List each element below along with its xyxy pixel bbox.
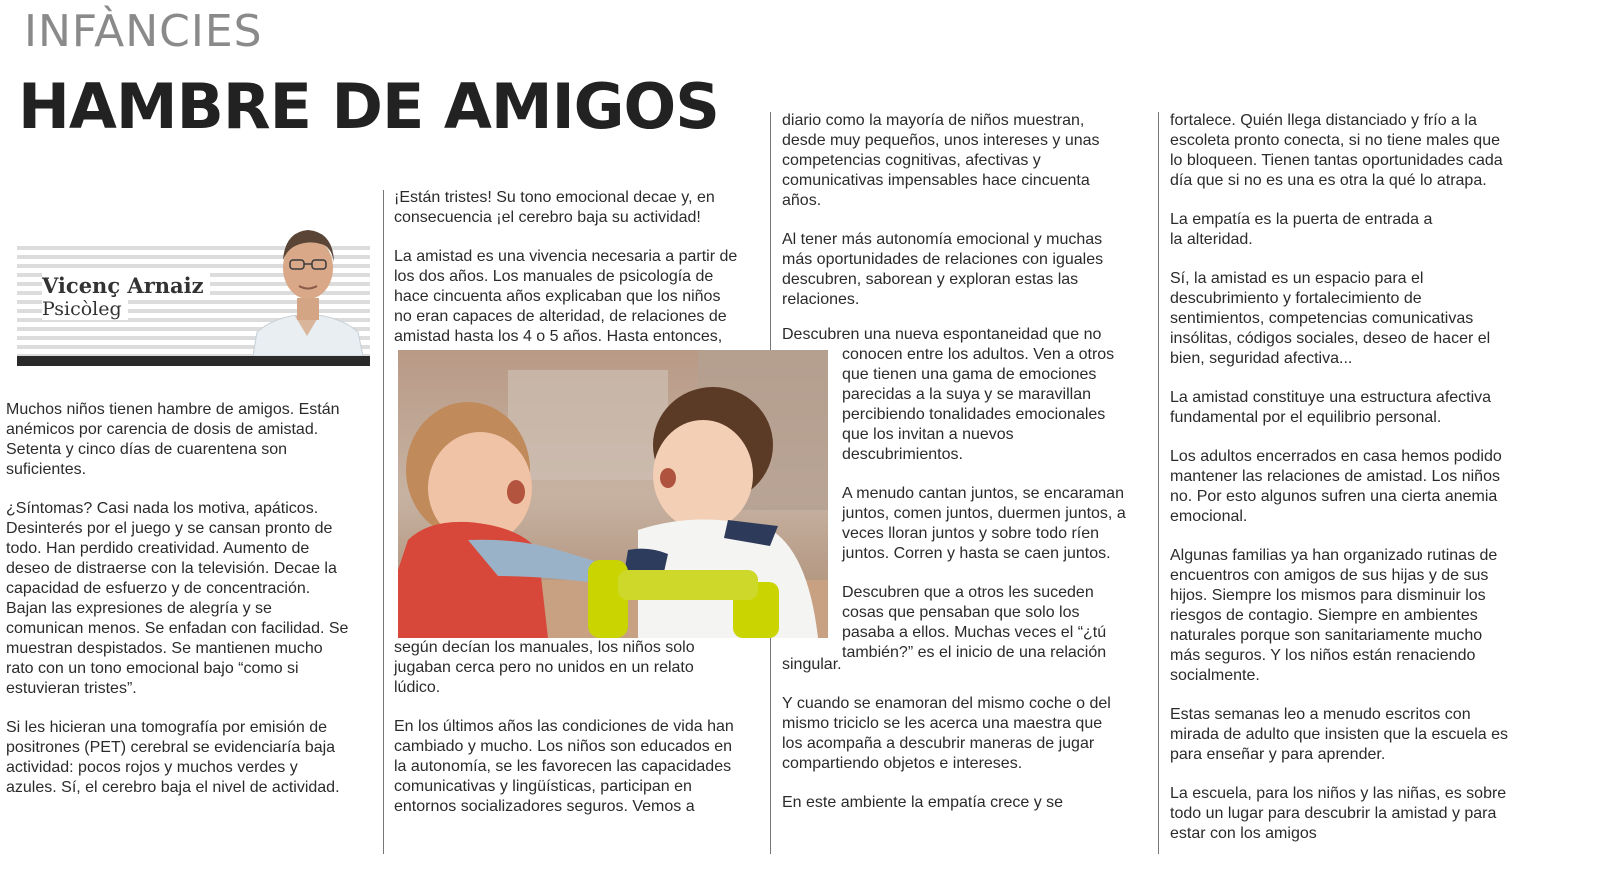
paragraph: Y cuando se enamoran del mismo coche o del mismo triciclo se les acerca una maestra que los acompaña a descubrir maneras de jugar compartiendo objetos e intereses. xyxy=(782,695,1111,772)
column-3-bottom xyxy=(782,655,1152,832)
paragraph: A menudo cantan juntos, se encaraman juntos, comen juntos, duermen juntos, a veces lloran juntos y sobre todo ríen juntos. Corren y hasta se caen juntos. xyxy=(842,485,1126,562)
column-2-bottom xyxy=(394,638,764,836)
paragraph: La amistad es una vivencia necesaria a partir de los dos años. Los manuales de psicología de hace cincuenta años explicaban que los niños no eran capaces de alteridad, de relaciones de amistad hasta los 4 o 5 años. Hasta entonces, xyxy=(394,248,738,345)
author-portrait xyxy=(245,220,370,356)
paragraph: Descubren que a otros les suceden cosas que pensaban que solo los pasaba a ellos. Muchas veces el “¿tú también?” es el inicio de una relación xyxy=(842,584,1107,661)
paragraph: singular. xyxy=(782,656,842,673)
paragraph: Los adultos encerrados en casa hemos podido mantener las relaciones de amistad. Los niños no. Por esto algunos sufren una cierta anemia emocional. xyxy=(1170,448,1502,525)
paragraph: Descubren una nueva espontaneidad que no xyxy=(782,326,1102,343)
author-bar xyxy=(17,356,370,366)
paragraph: La escuela, para los niños y las niñas, es sobre todo un lugar para descubrir la amistad y para estar con los amigos xyxy=(1170,785,1507,842)
column-rule xyxy=(383,190,384,854)
column-4 xyxy=(1170,111,1550,863)
column-rule xyxy=(1158,112,1159,854)
column-3-indented xyxy=(842,345,1152,663)
paragraph: según decían los manuales, los niños solo jugaban cerca pero no unidos en un relato lúdico. xyxy=(394,639,695,696)
paragraph: Algunas familias ya han organizado rutinas de encuentros con amigos de sus hijas y de sus hijos. Siempre los mismos para disminuir los riesgos de contagio. Siempre en ambientes naturales porque son sanitariamente mucho más seguros. Y los niños están renaciendo socialmente. xyxy=(1170,547,1498,684)
paragraph: La amistad constituye una estructura afectiva fundamental por el equilibrio personal. xyxy=(1170,389,1492,426)
author-name: Vicenç Arnaiz xyxy=(42,273,210,298)
paragraph: diario como la mayoría de niños muestran, desde muy pequeños, unos intereses y unas competencias cognitivas, afectivas y comunicativas impensables hace cincuenta años. xyxy=(782,112,1100,209)
children-photo xyxy=(398,350,828,638)
paragraph: En este ambiente la empatía crece y se xyxy=(782,794,1064,811)
paragraph: Muchos niños tienen hambre de amigos. Están anémicos por carencia de dosis de amistad. Setenta y cinco días de cuarentena son suficientes. xyxy=(6,401,340,478)
column-3-lead-line xyxy=(782,325,1152,345)
column-2-top xyxy=(394,188,764,366)
paragraph: La empatía es la puerta de entrada a la alteridad. xyxy=(1170,211,1433,248)
author-box xyxy=(17,220,370,366)
paragraph: fortalece. Quién llega distanciado y frío a la escoleta pronto conecta, si no tiene males que lo bloqueen. Tienen tantas oportunidades cada día que si no es una es otra la qué lo atrapa. xyxy=(1170,112,1503,189)
paragraph: ¿Síntomas? Casi nada los motiva, apáticos. Desinterés por el juego y se cansan pronto de todo. Han perdido creatividad. Aumento de deseo de distraerse con la televisión. Decae la capacidad de esfuerzo y de concentración. Bajan las expresiones de alegría y se comunican menos. Se enfadan con facilidad. Se muestran despistados. Se mantienen mucho rato con un tono emocional bajo “como si estuvieran tristes”. xyxy=(6,500,349,697)
author-role: Psicòleg xyxy=(42,298,128,320)
article-title: HAMBRE DE AMIGOS xyxy=(18,70,719,143)
paragraph: ¡Están tristes! Su tono emocional decae y, en consecuencia ¡el cerebro baja su actividad! xyxy=(394,189,715,226)
column-3-top xyxy=(782,111,1152,329)
paragraph: conocen entre los adultos. Ven a otros que tienen una gama de emociones parecidas a la suya y se maravillan percibiendo tonalidades emocionales que los invitan a nuevos descubrimientos. xyxy=(842,346,1115,463)
paragraph: Si les hicieran una tomografía por emisión de positrones (PET) cerebral se evidenciaría baja actividad: pocos rojos y muchos verdes y azules. Sí, el cerebro baja el nivel de actividad. xyxy=(6,719,340,796)
paragraph: Al tener más autonomía emocional y muchas más oportunidades de relaciones con iguales descubren, saborean y exploran estas las relaciones. xyxy=(782,231,1104,308)
section-label: INFÀNCIES xyxy=(24,6,263,57)
paragraph: Sí, la amistad es un espacio para el descubrimiento y fortalecimiento de sentimientos, competencias comunicativas insólitas, códigos sociales, deseo de hacer el bien, seguridad afectiva... xyxy=(1170,270,1491,367)
paragraph: Estas semanas leo a menudo escritos con mirada de adulto que insisten que la escuela es para enseñar y para aprender. xyxy=(1170,706,1508,763)
column-1 xyxy=(6,400,376,817)
paragraph: En los últimos años las condiciones de vida han cambiado y mucho. Los niños son educados en la autonomía, se les favorecen las capacidades comunicativas y lingüísticas, participan en entornos socializadores seguros. Vemos a xyxy=(394,718,734,815)
